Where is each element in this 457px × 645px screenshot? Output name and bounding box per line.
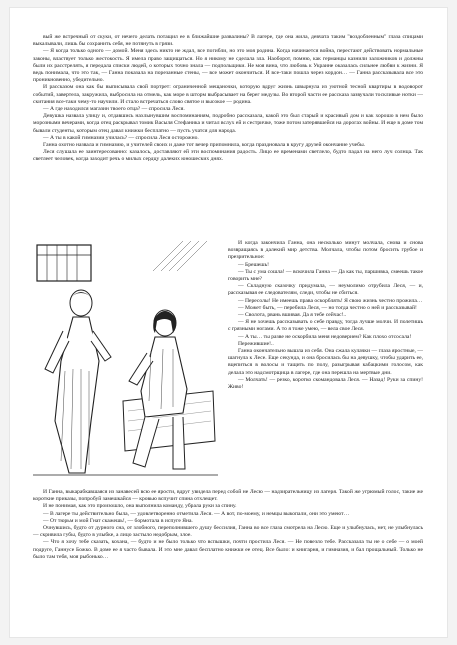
paragraph: И Ганна, выкарабкавшаяся из занавесей всю ее ярости, вдруг увидела перед собой не Лесю — надзирательницу из лагеря. Такой же угрюмый голос, такие же короткие приказы, попробуй замешкайся — кровью вспучит спина отхлещет. bbox=[33, 489, 423, 503]
paragraph: И рассказом она как бы выписывала свой портрет: ограниченной мещаночки, которую вдруг жизнь швырнула из уютной тесной квартиры в водоворот событий, завертела, закружила, выбросила на отмель, как море в шторм выбрасывает на берег медузы. Во второй части ее рассказа зазвучали тоскливые нотки — скитания все-таки чему-то научили. И стало встречаться слово святое и высокое — родина. bbox=[33, 84, 423, 105]
text-right-column bbox=[228, 240, 423, 391]
paragraph: — А ты… ты разве не оскорбила меня недоверием? Как плохо отсосала! bbox=[238, 333, 412, 340]
text-top-section bbox=[33, 34, 423, 164]
paragraph: — Может быть, — перебила Леся, — но тогда честно о ней и рассказывай! bbox=[238, 304, 417, 311]
paragraph: — А где находился магазин твоего отца? — спросила Леся. bbox=[43, 106, 185, 113]
paragraph: — Ты с ума сошла! — вскочила Ганна — Да как ты, паршивка, смеешь такое говорить мне? bbox=[228, 268, 423, 283]
paragraph: — В лагере ты действительно была, — удовлетворенно отметила Леся. — А вот, по-моему, и немцы выкопали, они это умеют… bbox=[43, 510, 350, 517]
paragraph: — А ты в какой гимназии училась? — спросила Леся осторожно. bbox=[43, 134, 199, 141]
paragraph: Очнувшись, будто от дурного сна, от злобного, переполнившего душу бессилия, Ганна во все глаза смотрела на Лесю. Еще и улыбнулась, нет, не улыбнулась — скривила губы, будто в улыбке, а лицо застыло недобрым, злое. bbox=[33, 525, 423, 539]
book-page bbox=[10, 8, 447, 637]
paragraph: Ганна охотно назвала и гимназию, и учителей своих и даже тот вечер припомнила, когда праздновала в кругу друзей окончание учебы. bbox=[43, 142, 366, 149]
text-bottom-section bbox=[33, 489, 423, 561]
paragraph: Девушка назвала улицу и, отдавшись нахлынувшим воспоминаниям, подробно рассказала, какой это был старый и красивый дом и как хорошо в нем было морозными вечерами, когда отец раскрывал томик Васыля Стефаника и читал вслух ей и сестричке, тоже потом затерявшейся на дорогах войны. И еще в доме том бывали студенты, которым отец давал книжки бесплатно — пусть учатся для народа. bbox=[33, 113, 423, 134]
paragraph: — От тюрьм и мой Гнат скажешь!, — бормотала в испуге Яна. bbox=[43, 517, 193, 524]
paragraph: И когда закончила Ганна, она несколько минут молчала, снова и снова возвращаясь в далекий мир детства. Молчала, чтобы потом бросить грубое и презрительное: bbox=[228, 240, 423, 261]
paragraph: — Сволота, рвань вшивая. Да я тебе сейчас!.. bbox=[238, 312, 347, 319]
paragraph: — Складную сказочку придумала, — неумолимо отрубила Леся, — и, рассказывая ее следователям, следи, чтобы не сбиться. bbox=[228, 283, 423, 297]
illustration-two-women bbox=[33, 241, 218, 481]
paragraph: — Я когда только одного — домой. Меня здесь никто не ждал, все погибли, но это моя родина. Когда начинается война, перестают действовать нормальные законы, властвует только жестокость. Я имела право защищаться. Но я никому не сделала зла. Наоборот, помню, как германцы казнили заложников и должны были их расстрелять, я передала списки людей, о которых точно знала — подпольщики. Не моя вина, что любовь к Украине оказалась сильнее любви к жизни. Я ведь понимала, что это так, — Ганна показала на порезанные стены, — все может окончиться. И все-таки пошла через кордон… — Ганна рассказывала все это проникновенно, убедительно. bbox=[33, 48, 423, 84]
paragraph: Ганна окончательно вышла из себя. Она сжала кулачки — глаза яростные, — шагнула к Лесе. Еще секунда, и она бросилась бы на девушку, чтобы ударить ее, вцепиться в волосы и тащить по полу, разыгрывая кабацкими голосом, как делала это надсмотрщица в лагере, где она перешла на мертвые дни. bbox=[228, 348, 423, 376]
paragraph: — Брешешь! bbox=[238, 261, 269, 268]
paragraph: — Пересолы! Не имеешь права оскорблять! Я свою жизнь честно прожила… bbox=[238, 297, 423, 304]
paragraph: — Что я хочу тебе сказать, кохана, — будто и не было только что вспышки, почти простила Леся. — Не повезло тебе. Рассказала ты не о себе — о моей подруге, Ганнусе Божко. В доме ее я часто бывала. И это мне давал бесплатно книжки ее отец. Все было: и книгарня, и гимназия, и бал прощальный. Только не было там тебя, моя рыбонько… bbox=[33, 539, 423, 560]
paragraph: — Молчать! — резко, коротко скомандовала Леся. — Назад! Руки за спину! Живо! bbox=[228, 376, 423, 391]
paragraph: Леся слушала ее заинтересованно: казалось, доставляют ей эти воспоминания радость. Лицо ее временами светлело, будто падал на него луч солнца. Так светлеет человек, когда заходит речь о милых сердцу далеких юношеских днях. bbox=[33, 149, 423, 163]
paragraph: вый же встречный от скуки, от нечего делать потащил ее в ближайшие развалины? В лагере, где она жила, девчата таким "воздобленным" глаза спицами выкалывали, лишь бы сохранить себя, не потянуть в грязи. bbox=[33, 34, 423, 48]
paragraph: И не понимая, как это произошло, она выполнила команду, убрала руки за спину. bbox=[43, 503, 237, 510]
paragraph: Пережившие!.. bbox=[238, 340, 274, 347]
paragraph: — Я не хочешь рассказывать о себе правду, тогда лучше молчи. И полетишь с грязными ногами. А то я тоже умею, — вела свое Леся. bbox=[228, 319, 423, 333]
